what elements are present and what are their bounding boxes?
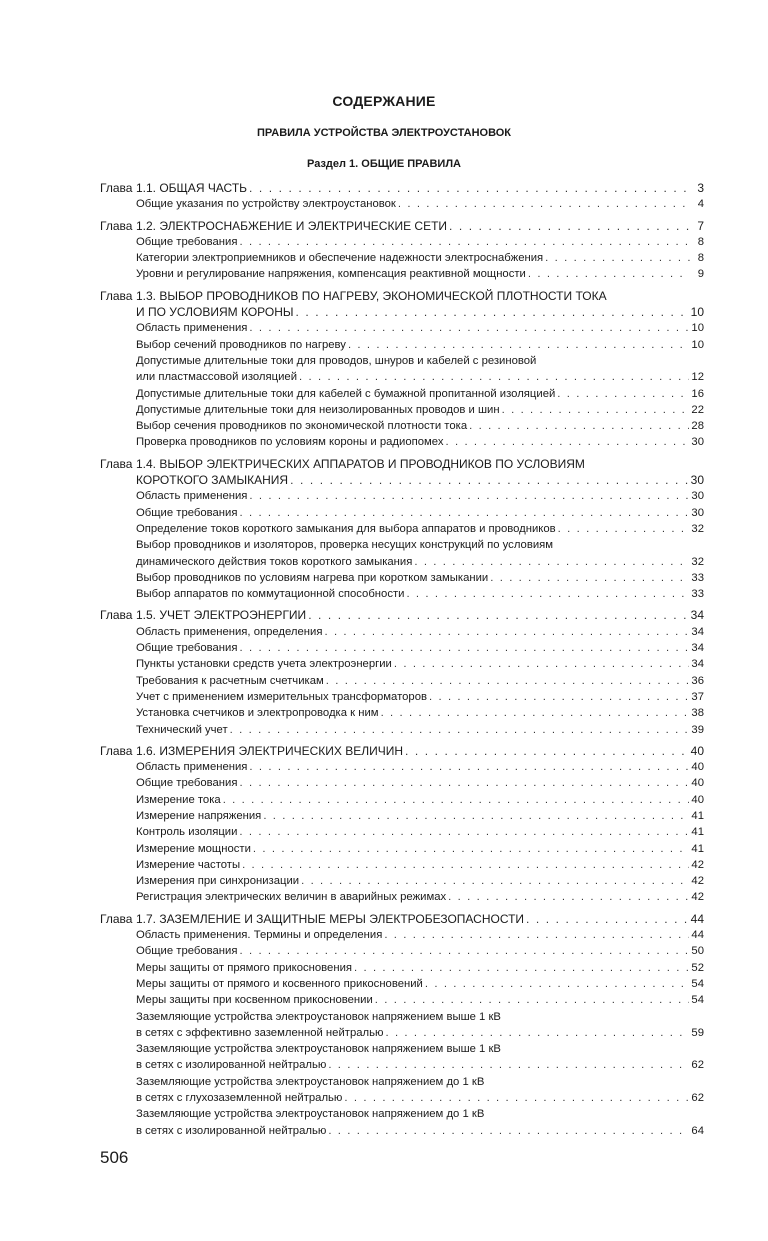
- toc-leader-dots: [385, 1025, 689, 1041]
- toc-page-number: 30: [691, 506, 704, 519]
- section-heading: Раздел 1. ОБЩИЕ ПРАВИЛА: [307, 158, 461, 170]
- toc-entry-title: динамического действия токов короткого замыкания: [136, 555, 413, 568]
- toc-page-number: 40: [691, 761, 704, 774]
- toc-item-line: [100, 1090, 704, 1106]
- toc-page-number: 34: [690, 608, 704, 623]
- toc-entry-title: Измерение мощности: [136, 842, 251, 855]
- toc-leader-dots: [239, 775, 689, 791]
- toc-page-number: 62: [691, 1059, 704, 1072]
- toc-entry-title: 1.6. ИЗМЕРЕНИЯ ЭЛЕКТРИЧЕСКИХ ВЕЛИЧИН: [136, 743, 403, 758]
- toc-item-line: [100, 976, 704, 992]
- toc-item-line: [100, 1074, 704, 1090]
- toc-page-number: 54: [691, 994, 704, 1007]
- toc-item-line: [100, 722, 704, 738]
- toc-item-line: [100, 196, 704, 212]
- toc-entry-title: Допустимые длительные токи для проводов, шнуров и кабелей с резиновой: [136, 354, 537, 367]
- toc-entry-title: 1.5. УЧЕТ ЭЛЕКТРОЭНЕРГИИ: [136, 608, 307, 623]
- toc-entry-title: Область применения: [136, 761, 248, 774]
- toc-entry-title: Общие требования: [136, 777, 238, 790]
- toc-leader-dots: [299, 369, 689, 385]
- toc-entry-title: Выбор сечения проводников по экономической плотности тока: [136, 420, 468, 433]
- toc-item-line: [100, 808, 704, 824]
- toc-leader-dots: [290, 472, 689, 488]
- toc-entry-title: Заземляющие устройства электроустановок напряжением до 1 кВ: [136, 1108, 485, 1121]
- toc-item-line: [100, 369, 704, 385]
- toc-item-line: [100, 521, 704, 537]
- table-of-contents: [100, 180, 704, 1139]
- toc-leader-dots: [429, 689, 689, 705]
- toc-page-number: 52: [691, 961, 704, 974]
- toc-page-number: 32: [691, 522, 704, 535]
- toc-page-number: 34: [691, 625, 704, 638]
- toc-entry-title: 1.3. ВЫБОР ПРОВОДНИКОВ ПО НАГРЕВУ, ЭКОНОМИЧЕСКОЙ ПЛОТНОСТИ ТОКА: [136, 288, 607, 303]
- toc-leader-dots: [398, 196, 690, 212]
- toc-item-line: [100, 873, 704, 889]
- toc-item-line: [100, 586, 704, 602]
- toc-entry-title: Общие требования: [136, 506, 238, 519]
- toc-page-number: 9: [697, 268, 704, 281]
- toc-entry-title: Область применения: [136, 490, 248, 503]
- toc-leader-dots: [263, 808, 689, 824]
- toc-entry-title: Контроль изоляции: [136, 826, 238, 839]
- toc-chapter-prefix: Глава: [100, 608, 133, 623]
- toc-item-line: [100, 570, 704, 586]
- toc-item-line: [100, 386, 704, 402]
- toc-page-number: 42: [691, 875, 704, 888]
- toc-chapter-line: [100, 456, 704, 472]
- toc-item-line: [100, 841, 704, 857]
- toc-leader-dots: [414, 554, 689, 570]
- toc-chapter-line: [100, 218, 704, 234]
- toc-entry-title: Меры защиты при косвенном прикосновении: [136, 994, 373, 1007]
- toc-entry-title: Проверка проводников по условиям короны и радиопомех: [136, 436, 444, 449]
- toc-leader-dots: [354, 960, 689, 976]
- toc-entry-title: Установка счетчиков и электропроводка к ним: [136, 707, 379, 720]
- toc-page-number: 54: [691, 977, 704, 990]
- toc-item-line: [100, 624, 704, 640]
- toc-page-number: 40: [691, 793, 704, 806]
- toc-page-number: 64: [691, 1124, 704, 1137]
- toc-entry-title: 1.4. ВЫБОР ЭЛЕКТРИЧЕСКИХ АППАРАТОВ И ПРОВОДНИКОВ ПО УСЛОВИЯМ: [136, 456, 585, 471]
- toc-page-number: 22: [691, 403, 704, 416]
- toc-item-line: [100, 673, 704, 689]
- toc-page-number: 8: [697, 235, 704, 248]
- toc-leader-dots: [253, 841, 690, 857]
- toc-entry-title: Общие требования: [136, 235, 238, 248]
- toc-item-line: [100, 1057, 704, 1073]
- toc-item-line: [100, 250, 704, 266]
- toc-entry-title: Общие требования: [136, 642, 238, 655]
- toc-entry-title: в сетях с глухозаземленной нейтралью: [136, 1092, 343, 1105]
- toc-page-number: 62: [691, 1092, 704, 1105]
- toc-item-line: [100, 1106, 704, 1122]
- toc-page-number: 33: [691, 588, 704, 601]
- toc-leader-dots: [324, 624, 689, 640]
- toc-chapter-line: [100, 607, 704, 623]
- toc-item-line: [100, 960, 704, 976]
- toc-page-number: 42: [691, 858, 704, 871]
- toc-item-line: [100, 689, 704, 705]
- toc-item-line: [100, 640, 704, 656]
- toc-leader-dots: [375, 992, 690, 1008]
- toc-item-line: [100, 337, 704, 353]
- toc-entry-title: Заземляющие устройства электроустановок напряжением до 1 кВ: [136, 1075, 485, 1088]
- toc-chapter-line: [100, 180, 704, 196]
- toc-page-number: 12: [691, 371, 704, 384]
- toc-entry-title: Регистрация электрических величин в аварийных режимах: [136, 891, 447, 904]
- toc-entry-title: Меры защиты от прямого и косвенного прикосновений: [136, 977, 423, 990]
- toc-item-line: [100, 927, 704, 943]
- toc-leader-dots: [405, 743, 689, 759]
- toc-page-number: 41: [691, 809, 704, 822]
- toc-item-line: [100, 320, 704, 336]
- toc-page-number: 59: [691, 1026, 704, 1039]
- toc-item-line: [100, 402, 704, 418]
- toc-page-number: 3: [697, 181, 704, 195]
- toc-entry-title: Выбор проводников по условиям нагрева при коротком замыкании: [136, 571, 489, 584]
- toc-chapter-line: [100, 304, 704, 320]
- toc-page-number: 4: [697, 198, 704, 211]
- toc-leader-dots: [239, 824, 689, 840]
- toc-leader-dots: [326, 673, 690, 689]
- toc-entry-title: 1.7. ЗАЗЕМЛЕНИЕ И ЗАЩИТНЫЕ МЕРЫ ЭЛЕКТРОБЕЗОПАСНОСТИ: [136, 911, 525, 926]
- toc-leader-dots: [249, 488, 689, 504]
- toc-item-line: [100, 1041, 704, 1057]
- toc-leader-dots: [239, 943, 689, 959]
- toc-chapter-prefix: Глава: [100, 218, 133, 233]
- toc-item-line: [100, 505, 704, 521]
- toc-entry-title: Измерение частоты: [136, 858, 241, 871]
- toc-entry-title: Категории электроприемников и обеспечение надежности электроснабжения: [136, 252, 544, 265]
- toc-item-line: [100, 488, 704, 504]
- toc-page-number: 30: [691, 436, 704, 449]
- toc-leader-dots: [502, 402, 690, 418]
- toc-leader-dots: [296, 304, 689, 320]
- toc-entry-title: Уровни и регулирование напряжения, компенсация реактивной мощности: [136, 268, 526, 281]
- toc-entry-title: Область применения: [136, 322, 248, 335]
- toc-leader-dots: [558, 521, 690, 537]
- toc-entry-title: Меры защиты от прямого прикосновения: [136, 961, 352, 974]
- toc-page-number: 36: [691, 674, 704, 687]
- toc-page-number: 38: [691, 707, 704, 720]
- toc-item-line: [100, 353, 704, 369]
- toc-entry-title: 1.2. ЭЛЕКТРОСНАБЖЕНИЕ И ЭЛЕКТРИЧЕСКИЕ СЕТИ: [136, 218, 448, 233]
- toc-page-number: 16: [691, 387, 704, 400]
- toc-entry-title: Заземляющие устройства электроустановок напряжением выше 1 кВ: [136, 1043, 501, 1056]
- toc-page-number: 34: [691, 642, 704, 655]
- toc-leader-dots: [348, 337, 689, 353]
- toc-entry-title: в сетях с изолированной нейтралью: [136, 1124, 327, 1137]
- toc-entry-title: КОРОТКОГО ЗАМЫКАНИЯ: [136, 473, 289, 488]
- toc-entry-title: Определение токов короткого замыкания для выбора аппаратов и проводников: [136, 522, 556, 535]
- toc-entry-title: Измерение напряжения: [136, 809, 262, 822]
- toc-leader-dots: [490, 570, 689, 586]
- toc-page-number: 44: [691, 929, 704, 942]
- toc-page-number: 7: [697, 218, 704, 233]
- toc-item-line: [100, 824, 704, 840]
- toc-item-line: [100, 1009, 704, 1025]
- toc-leader-dots: [448, 889, 689, 905]
- toc-entry-title: Пункты установки средств учета электроэнергии: [136, 658, 392, 671]
- toc-entry-title: 1.1. ОБЩАЯ ЧАСТЬ: [136, 181, 248, 195]
- toc-chapter-line: [100, 743, 704, 759]
- toc-leader-dots: [301, 873, 689, 889]
- toc-entry-title: Выбор проводников и изоляторов, проверка несущих конструкций по условиям: [136, 539, 554, 552]
- toc-entry-title: Общие указания по устройству электроустановок: [136, 198, 396, 211]
- toc-chapter-prefix: Глава: [100, 743, 133, 758]
- toc-entry-title: Учет с применением измерительных трансформаторов: [136, 690, 427, 703]
- toc-page-number: 50: [691, 945, 704, 958]
- toc-entry-title: Общие требования: [136, 945, 238, 958]
- toc-leader-dots: [445, 434, 689, 450]
- toc-item-line: [100, 775, 704, 791]
- toc-chapter-prefix: Глава: [100, 288, 133, 303]
- toc-chapter-line: [100, 472, 704, 488]
- toc-page-number: 39: [691, 723, 704, 736]
- toc-item-line: [100, 234, 704, 250]
- toc-leader-dots: [239, 505, 689, 521]
- toc-page-number: 10: [691, 338, 704, 351]
- toc-leader-dots: [545, 250, 690, 266]
- toc-entry-title: Измерения при синхронизации: [136, 875, 300, 888]
- toc-page-number: 8: [697, 252, 704, 265]
- toc-entry-title: Допустимые длительные токи для кабелей с бумажной пропитанной изоляцией: [136, 387, 556, 400]
- toc-entry-title: Измерение тока: [136, 793, 221, 806]
- toc-item-line: [100, 889, 704, 905]
- toc-entry-title: Технический учет: [136, 723, 228, 736]
- toc-entry-title: или пластмассовой изоляцией: [136, 371, 298, 384]
- toc-item-line: [100, 705, 704, 721]
- toc-item-line: [100, 792, 704, 808]
- page-title: СОДЕРЖАНИЕ: [332, 93, 436, 109]
- toc-page-number: 30: [690, 473, 704, 488]
- toc-chapter-prefix: Глава: [100, 181, 133, 195]
- toc-page-number: 41: [691, 826, 704, 839]
- toc-leader-dots: [249, 759, 689, 775]
- toc-entry-title: в сетях с изолированной нейтралью: [136, 1059, 327, 1072]
- toc-leader-dots: [384, 927, 689, 943]
- toc-item-line: [100, 759, 704, 775]
- toc-leader-dots: [223, 792, 690, 808]
- toc-leader-dots: [344, 1090, 689, 1106]
- toc-page-number: 30: [691, 490, 704, 503]
- toc-page-number: 32: [691, 555, 704, 568]
- toc-chapter-line: [100, 288, 704, 304]
- toc-item-line: [100, 434, 704, 450]
- toc-entry-title: Область применения. Термины и определения: [136, 929, 383, 942]
- toc-item-line: [100, 992, 704, 1008]
- toc-leader-dots: [381, 705, 690, 721]
- toc-item-line: [100, 266, 704, 282]
- document-subtitle: ПРАВИЛА УСТРОЙСТВА ЭЛЕКТРОУСТАНОВОК: [256, 127, 512, 139]
- toc-leader-dots: [526, 911, 689, 927]
- toc-item-line: [100, 554, 704, 570]
- toc-leader-dots: [449, 218, 690, 234]
- toc-leader-dots: [328, 1057, 689, 1073]
- toc-entry-title: Область применения, определения: [136, 625, 323, 638]
- toc-item-line: [100, 1025, 704, 1041]
- toc-leader-dots: [557, 386, 689, 402]
- toc-leader-dots: [249, 180, 690, 196]
- toc-item-line: [100, 537, 704, 553]
- toc-leader-dots: [469, 418, 689, 434]
- toc-leader-dots: [328, 1123, 689, 1139]
- toc-leader-dots: [239, 640, 689, 656]
- toc-item-line: [100, 656, 704, 672]
- toc-entry-title: Требования к расчетным счетчикам: [136, 674, 324, 687]
- toc-entry-title: И ПО УСЛОВИЯМ КОРОНЫ: [136, 305, 294, 320]
- toc-chapter-line: [100, 911, 704, 927]
- toc-page-number: 28: [691, 420, 704, 433]
- toc-leader-dots: [249, 320, 689, 336]
- toc-page-number: 10: [691, 322, 704, 335]
- toc-leader-dots: [528, 266, 690, 282]
- toc-page-number: 42: [691, 891, 704, 904]
- toc-page-number: 37: [691, 690, 704, 703]
- toc-leader-dots: [239, 234, 690, 250]
- toc-item-line: [100, 418, 704, 434]
- toc-leader-dots: [230, 722, 690, 738]
- toc-entry-title: Выбор аппаратов по коммутационной способности: [136, 588, 405, 601]
- toc-page-number: 10: [690, 305, 704, 320]
- toc-entry-title: Выбор сечений проводников по нагреву: [136, 338, 346, 351]
- toc-leader-dots: [406, 586, 689, 602]
- toc-entry-title: Заземляющие устройства электроустановок напряжением выше 1 кВ: [136, 1010, 501, 1023]
- toc-leader-dots: [308, 607, 688, 623]
- toc-chapter-prefix: Глава: [100, 911, 133, 926]
- toc-entry-title: в сетях с эффективно заземленной нейтралью: [136, 1026, 384, 1039]
- toc-item-line: [100, 943, 704, 959]
- toc-page-number: 41: [691, 842, 704, 855]
- toc-leader-dots: [394, 656, 690, 672]
- toc-chapter-prefix: Глава: [100, 456, 133, 471]
- toc-page-number: 33: [691, 571, 704, 584]
- toc-item-line: [100, 1123, 704, 1139]
- toc-page-number: 40: [690, 743, 704, 758]
- toc-leader-dots: [425, 976, 690, 992]
- toc-page-number: 34: [691, 658, 704, 671]
- toc-leader-dots: [242, 857, 689, 873]
- toc-item-line: [100, 857, 704, 873]
- toc-entry-title: Допустимые длительные токи для неизолированных проводов и шин: [136, 403, 500, 416]
- page-number: 506: [100, 1148, 129, 1167]
- toc-page-number: 44: [690, 911, 704, 926]
- toc-page-number: 40: [691, 777, 704, 790]
